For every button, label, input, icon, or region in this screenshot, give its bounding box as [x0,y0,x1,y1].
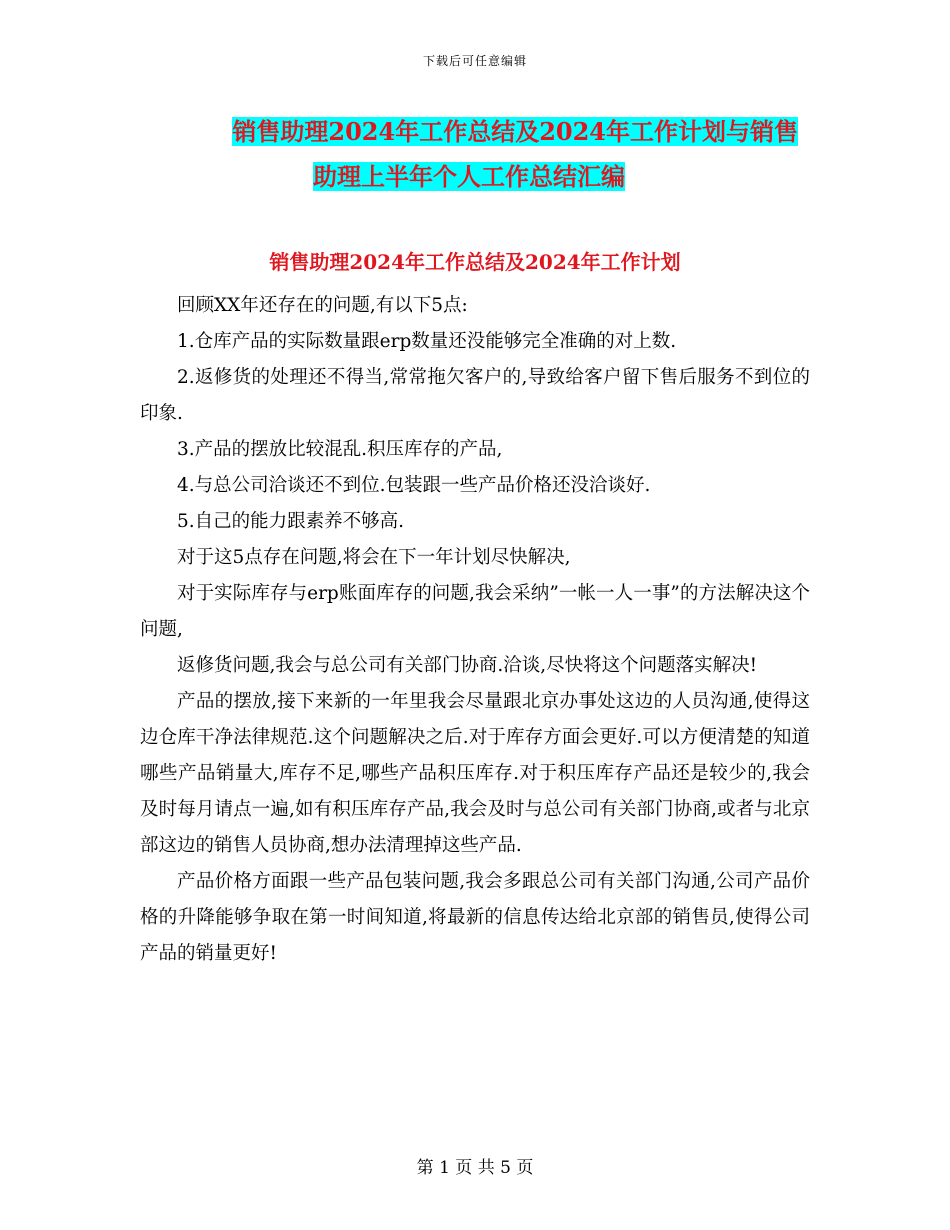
paragraph: 返修货问题,我会与总公司有关部门协商.洽谈,尽快将这个问题落实解决! [177,655,758,676]
paragraph: 对于实际库存与erp账面库存的问题,我会采纳”一帐一人一事”的方法解决这个问题, [140,583,810,640]
paragraph: 产品价格方面跟一些产品包装问题,我会多跟总公司有关部门沟通,公司产品价格的升降能够争取在第一时间知道,将最新的信息传达给北京部的销售员,使得公司产品的销量更好! [140,871,810,964]
paragraph: 回顾XX年还存在的问题,有以下5点: [177,295,468,316]
paragraph: 3.产品的摆放比较混乱.积压库存的产品, [177,439,503,460]
paragraph: 5.自己的能力跟素养不够高. [177,511,405,532]
paragraph: 1.仓库产品的实际数量跟erp数量还没能够完全准确的对上数. [177,331,677,352]
paragraph: 产品的摆放,接下来新的一年里我会尽量跟北京办事处这边的人员沟通,使得这边仓库干净法律规范.这个问题解决之后.对于库存方面会更好.可以方便清楚的知道哪些产品销量大,库存不足,哪些产品积压库存.对于积压库存产品还是较少的,我会及时每月请点一遍,如有积压库存产品,我会及时与总公司有关部门协商,或者与北京部这边的销售人员协商,想办法清理掉这些产品. [140,691,810,856]
page-number-footer: 第 1 页 共 5 页 [416,1158,534,1178]
document-title-line-2 [140,148,798,206]
document-title-text-2: 助理上半年个人工作总结汇编 [313,162,625,191]
paragraph: 4.与总公司洽谈还不到位.包装跟一些产品价格还没洽谈好. [177,475,651,496]
section-title: 销售助理2024年工作总结及2024年工作计划 [269,250,681,274]
paragraph: 2.返修货的处理还不得当,常常拖欠客户的,导致给客户留下售后服务不到位的印象. [140,367,810,424]
page-header: 下载后可任意编辑 [422,54,527,68]
document-title-text-1: 销售助理2024年工作总结及2024年工作计划与销售 [232,117,798,146]
paragraph: 对于这5点存在问题,将会在下一年计划尽快解决, [177,547,571,568]
body-text [140,288,810,972]
